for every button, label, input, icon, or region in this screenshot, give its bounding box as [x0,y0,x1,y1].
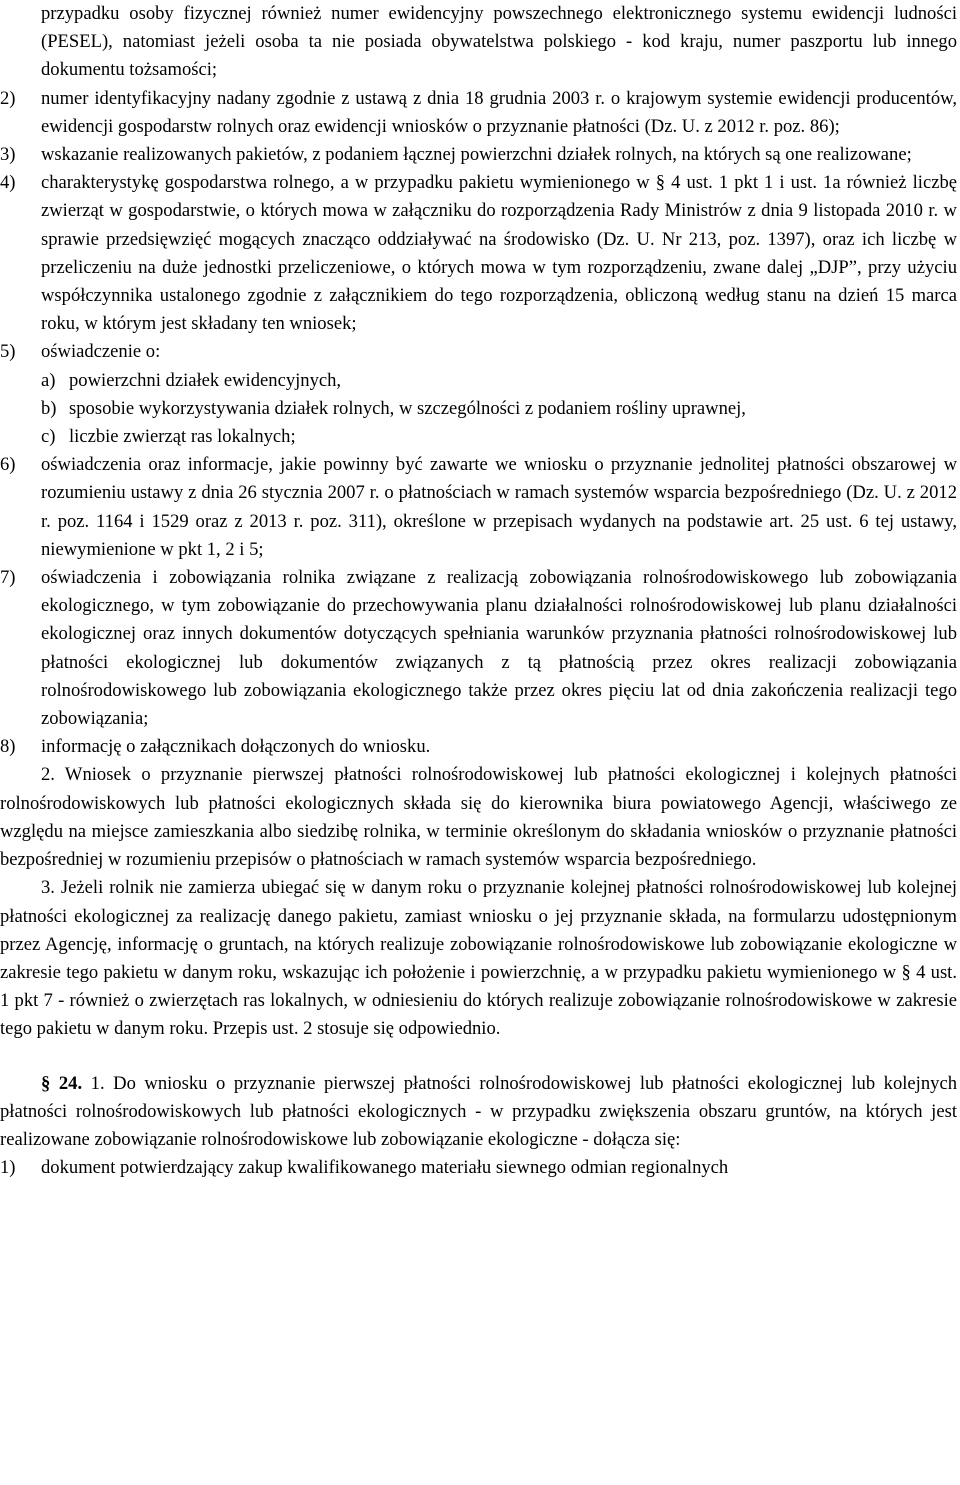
item-number: 7) [0,567,16,589]
list-item [0,564,957,733]
subitem-letter: b) [41,397,57,419]
item-text: informację o załącznikach dołączonych do wniosku. [41,736,431,758]
sub-list-item [0,367,957,395]
subitem-list [0,367,957,452]
article-label: § 24. [41,1072,83,1094]
list-item [0,1154,957,1182]
paragraph-2: 2. Wniosek o przyznanie pierwszej płatności rolnośrodowiskowej lub płatności ekologicznej i kolejnych płatności rolnośrodowiskowych lub płatności ekologicznych składa się do kierownika biura powiatowego Agencji, właściwego ze względu na miejsce zamieszkania albo siedzibę rolnika, w terminie określonym do składania wniosków o przyznanie płatności bezpośredniej w rozumieniu przepisów o płatnościach w ramach systemów wsparcia bezpośredniego. [0,764,957,871]
sub-list-item [0,395,957,423]
article-text: 1. Do wniosku o przyznanie pierwszej płatności rolnośrodowiskowej lub płatności ekologicznej lub kolejnych płatności rolnośrodowiskowych lub płatności ekologicznych - w przypadku zwiększenia obszaru gruntów, na których jest realizowane zobowiązanie rolnośrodowiskowe lub zobowiązanie ekologiczne - dołącza się: [0,1072,957,1150]
item-text: charakterystykę gospodarstwa rolnego, a w przypadku pakietu wymienionego w § 4 ust. 1 pkt 1 i ust. 1a również liczbę zwierząt w gospodarstwie, o których mowa w załączniku do rozporządzenia Rady Ministrów z dnia 9 listopada 2010 r. w sprawie przedsięwzięć mogących znacząco oddziaływać na środowisko (Dz. U. Nr 213, poz. 1397), oraz ich liczbę w przeliczeniu na duże jednostki przeliczeniowe, o których mowa w tym rozporządzeniu, zwane dalej „DJP”, przy użyciu współczynnika ustalonego zgodnie z załącznikiem do tego rozporządzenia, obliczoną według stanu na dzień 15 marca roku, w którym jest składany ten wniosek; [41,172,957,335]
paragraph-3: 3. Jeżeli rolnik nie zamierza ubiegać się w danym roku o przyznanie kolejnej płatności rolnośrodowiskowej lub kolejnej płatności ekologicznej za realizację danego pakietu, zamiast wniosku o jej przyznanie składa, na formularzu udostępnionym przez Agencję, informację o gruntach, na których realizuje zobowiązanie rolnośrodowiskowe lub zobowiązanie ekologiczne w zakresie tego pakietu w danym roku, wskazując ich położenie i powierzchnię, a w przypadku pakietu wymienionego w § 4 ust. 1 pkt 7 - również o zwierzętach ras lokalnych, w odniesieniu do których realizuje zobowiązanie rolnośrodowiskowe w zakresie tego pakietu w danym roku. Przepis ust. 2 stosuje się odpowiednio. [0,877,957,1040]
item-number: 8) [0,736,16,758]
item-text: oświadczenia i zobowiązania rolnika związane z realizacją zobowiązania rolnośrodowiskowego lub zobowiązania ekologicznego, w tym zobowiązanie do przechowywania planu działalności rolnośrodowiskowej lub planu działalności ekologicznej oraz innych dokumentów dotyczących spełniania warunków przyznania płatności rolnośrodowiskowej lub płatności ekologicznej lub dokumentów związanych z tą płatnością przez okres realizacji zobowiązania rolnośrodowiskowego lub zobowiązania ekologicznego także przez okres pięciu lat od dnia zakończenia realizacji tego zobowiązania; [41,567,957,730]
item-number: 3) [0,144,16,166]
item-text: numer identyfikacyjny nadany zgodnie z ustawą z dnia 18 grudnia 2003 r. o krajowym systemie ewidencji producentów, ewidencji gospodarstw rolnych oraz ewidencji wniosków o przyznanie płatności (Dz. U. z 2012 r. poz. 86); [41,87,957,137]
item-list-1 [0,85,957,367]
list-item [0,338,957,366]
item-list-2 [0,451,957,761]
list-item [0,169,957,338]
subitem-letter: a) [41,369,56,391]
item-number: 5) [0,341,16,363]
list-item [0,451,957,564]
sub-list-item [0,423,957,451]
item-text: dokument potwierdzający zakup kwalifikowanego materiału siewnego odmian regionalnych [41,1157,729,1179]
item-number: 2) [0,87,16,109]
item-text: oświadczenie o: [41,341,161,363]
list-item [0,85,957,141]
intro-continuation: przypadku osoby fizycznej również numer ewidencyjny powszechnego elektronicznego systemu ewidencji ludności (PESEL), natomiast jeżeli osoba ta nie posiada obywatelstwa polskiego - kod kraju, numer paszportu lub innego dokumentu tożsamości; [41,3,957,81]
item-number: 6) [0,454,16,476]
item-number: 4) [0,172,16,194]
item-text: wskazanie realizowanych pakietów, z podaniem łącznej powierzchni działek rolnych, na których są one realizowane; [41,144,912,166]
item-text: oświadczenia oraz informacje, jakie powinny być zawarte we wniosku o przyznanie jednolitej płatności obszarowej w rozumieniu ustawy z dnia 26 stycznia 2007 r. o płatnościach w ramach systemów wsparcia bezpośredniego (Dz. U. z 2012 r. poz. 1164 i 1529 oraz z 2013 r. poz. 311), określone w przepisach wydanych na podstawie art. 25 ust. 6 tej ustawy, niewymienione w pkt 1, 2 i 5; [41,454,957,560]
subitem-text: liczbie zwierząt ras lokalnych; [69,426,296,448]
list-item [0,141,957,169]
list-item [0,733,957,761]
item-number: 1) [0,1157,16,1179]
subitem-text: sposobie wykorzystywania działek rolnych, w szczególności z podaniem rośliny uprawnej, [69,397,746,419]
subitem-text: powierzchni działek ewidencyjnych, [69,369,342,391]
section-gap [0,1044,957,1070]
article-24 [0,1070,957,1155]
subitem-letter: c) [41,426,56,448]
